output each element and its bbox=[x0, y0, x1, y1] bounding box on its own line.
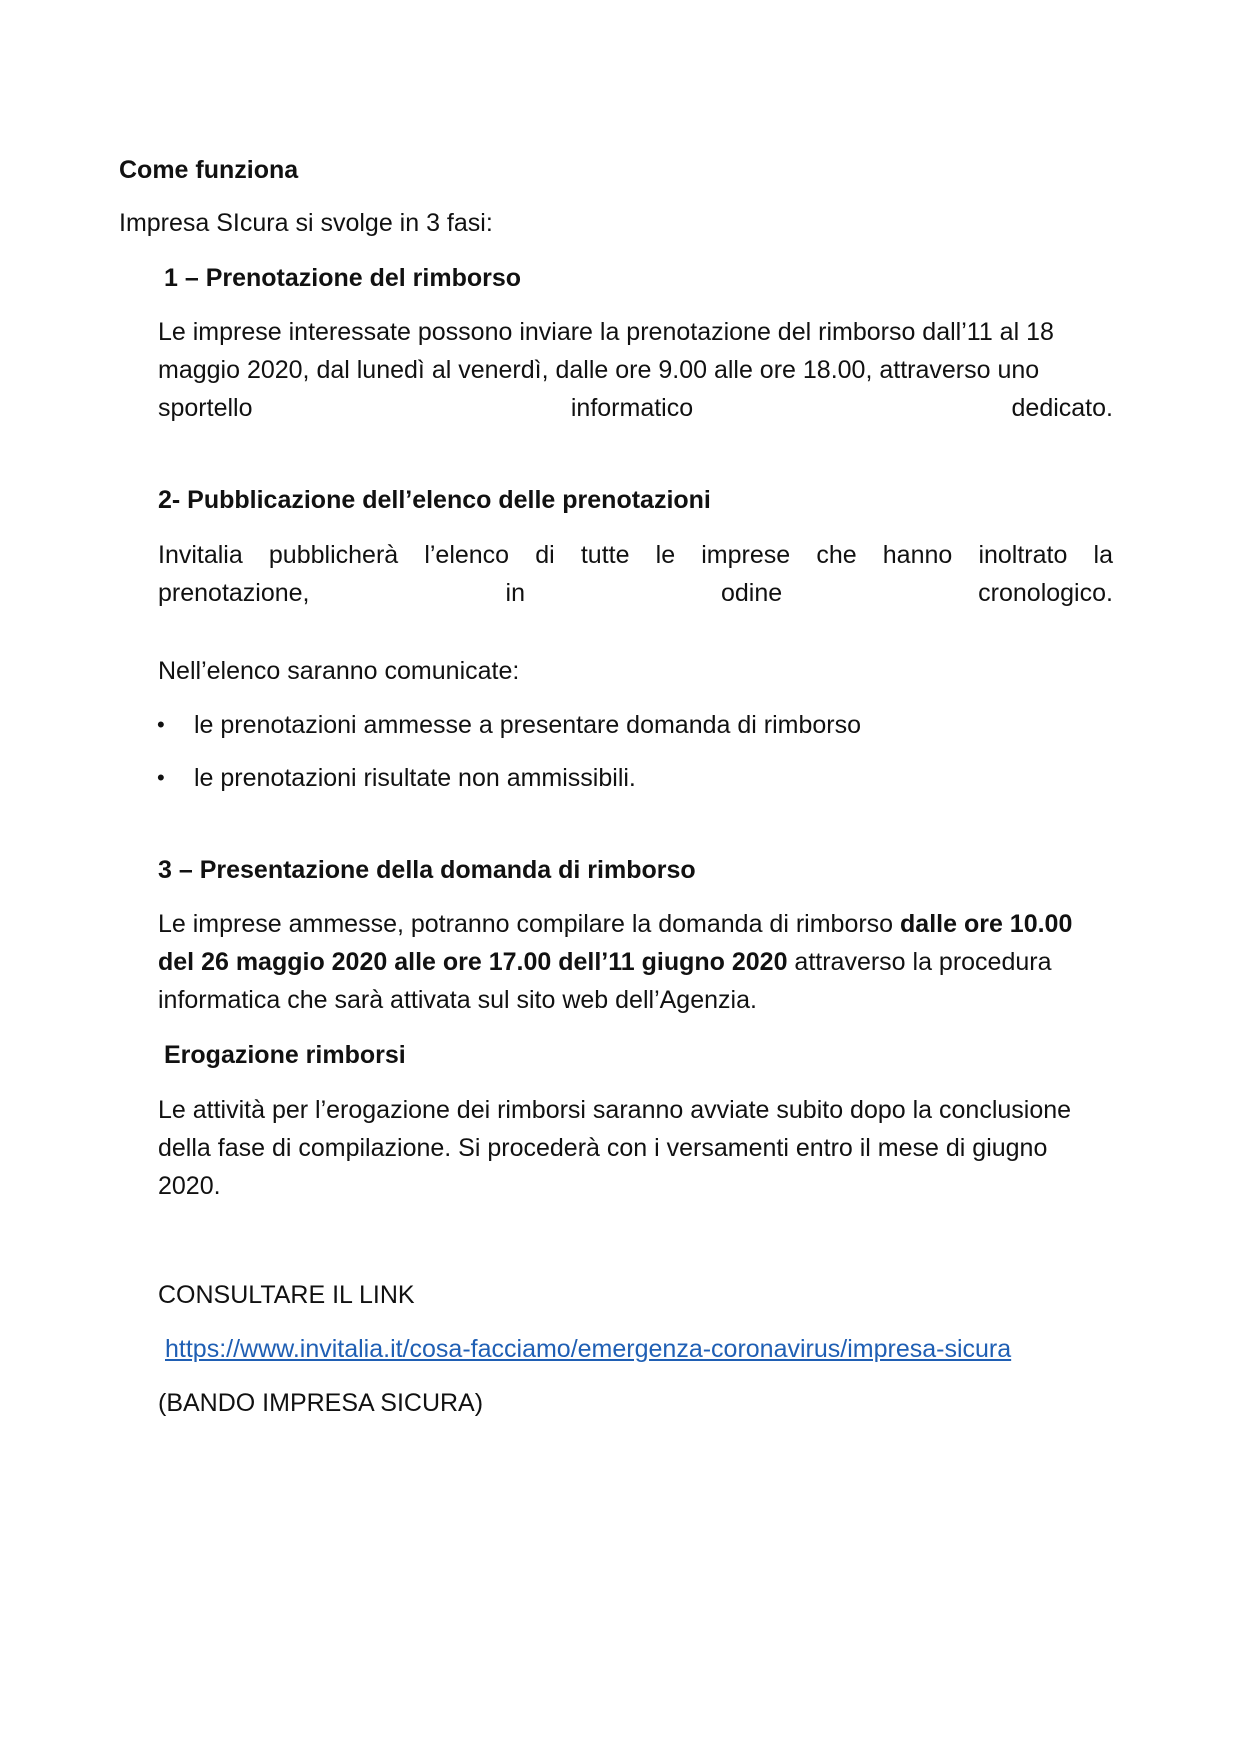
erogazione-paragraph-line: Le attività per l’erogazione dei rimborsi saranno avviate subito dopo la conclusione bbox=[158, 1096, 1072, 1124]
phase3-line1-bold: dalle ore 10.00 bbox=[900, 910, 1073, 938]
bullet-icon: • bbox=[157, 765, 165, 790]
phase3-line1-regular: Le imprese ammesse, potranno compilare la domanda di rimborso bbox=[158, 910, 901, 938]
word: imprese bbox=[701, 541, 791, 569]
phase3-line2-regular: attraverso la procedura bbox=[787, 948, 1052, 976]
phase1-paragraph-line: maggio 2020, dal lunedì al venerdì, dalle ore 9.00 alle ore 18.00, attraverso uno bbox=[158, 356, 1040, 384]
word: pubblicherà bbox=[268, 541, 399, 569]
phase1-paragraph-line bbox=[158, 393, 1113, 423]
word: Invitalia bbox=[158, 541, 243, 569]
intro-text: Impresa SIcura si svolge in 3 fasi: bbox=[119, 209, 493, 237]
list-intro: Nell’elenco saranno comunicate: bbox=[158, 657, 520, 685]
word: l’elenco bbox=[424, 541, 510, 569]
bullet-icon: • bbox=[157, 712, 165, 737]
word: hanno bbox=[882, 541, 953, 569]
phase1-title: 1 – Prenotazione del rimborso bbox=[164, 264, 522, 292]
link-label: CONSULTARE IL LINK bbox=[158, 1281, 415, 1309]
phase3-line2-bold: del 26 maggio 2020 alle ore 17.00 dell’11 giugno 2020 bbox=[158, 948, 788, 976]
phase2-title: 2- Pubblicazione dell’elenco delle prenotazioni bbox=[158, 486, 711, 514]
list-item: le prenotazioni risultate non ammissibili. bbox=[194, 764, 636, 792]
word: inoltrato bbox=[978, 541, 1068, 569]
list-item: le prenotazioni ammesse a presentare domanda di rimborso bbox=[194, 711, 862, 739]
word: informatico bbox=[570, 394, 694, 422]
phase2-paragraph-line bbox=[158, 540, 1113, 570]
link-note: (BANDO IMPRESA SICURA) bbox=[158, 1389, 484, 1417]
invitalia-link[interactable]: https://www.invitalia.it/cosa-facciamo/emergenza-coronavirus/impresa-sicura bbox=[165, 1335, 1012, 1363]
phase2-paragraph-line bbox=[158, 578, 1113, 608]
erogazione-paragraph-line: della fase di compilazione. Si procederà con i versamenti entro il mese di giugno bbox=[158, 1134, 1048, 1162]
phase3-paragraph-line bbox=[158, 909, 1072, 939]
erogazione-title: Erogazione rimborsi bbox=[164, 1041, 406, 1069]
phase1-paragraph-line: Le imprese interessate possono inviare la prenotazione del rimborso dall’11 al 18 bbox=[158, 318, 1054, 346]
word: che bbox=[816, 541, 857, 569]
phase3-title: 3 – Presentazione della domanda di rimborso bbox=[158, 856, 696, 884]
word: odine bbox=[720, 579, 783, 607]
section-heading: Come funziona bbox=[119, 156, 299, 184]
word: la bbox=[1093, 541, 1113, 569]
word: dedicato. bbox=[1011, 394, 1113, 422]
word: le bbox=[655, 541, 676, 569]
erogazione-paragraph-line: 2020. bbox=[158, 1172, 221, 1200]
word: prenotazione, bbox=[158, 579, 310, 607]
word: tutte bbox=[580, 541, 630, 569]
word: in bbox=[505, 579, 525, 607]
word: di bbox=[535, 541, 555, 569]
phase3-paragraph-line bbox=[158, 947, 1052, 977]
phase3-paragraph-line: informatica che sarà attivata sul sito web dell’Agenzia. bbox=[158, 986, 757, 1014]
word: cronologico. bbox=[978, 579, 1113, 607]
word: sportello bbox=[158, 394, 253, 422]
